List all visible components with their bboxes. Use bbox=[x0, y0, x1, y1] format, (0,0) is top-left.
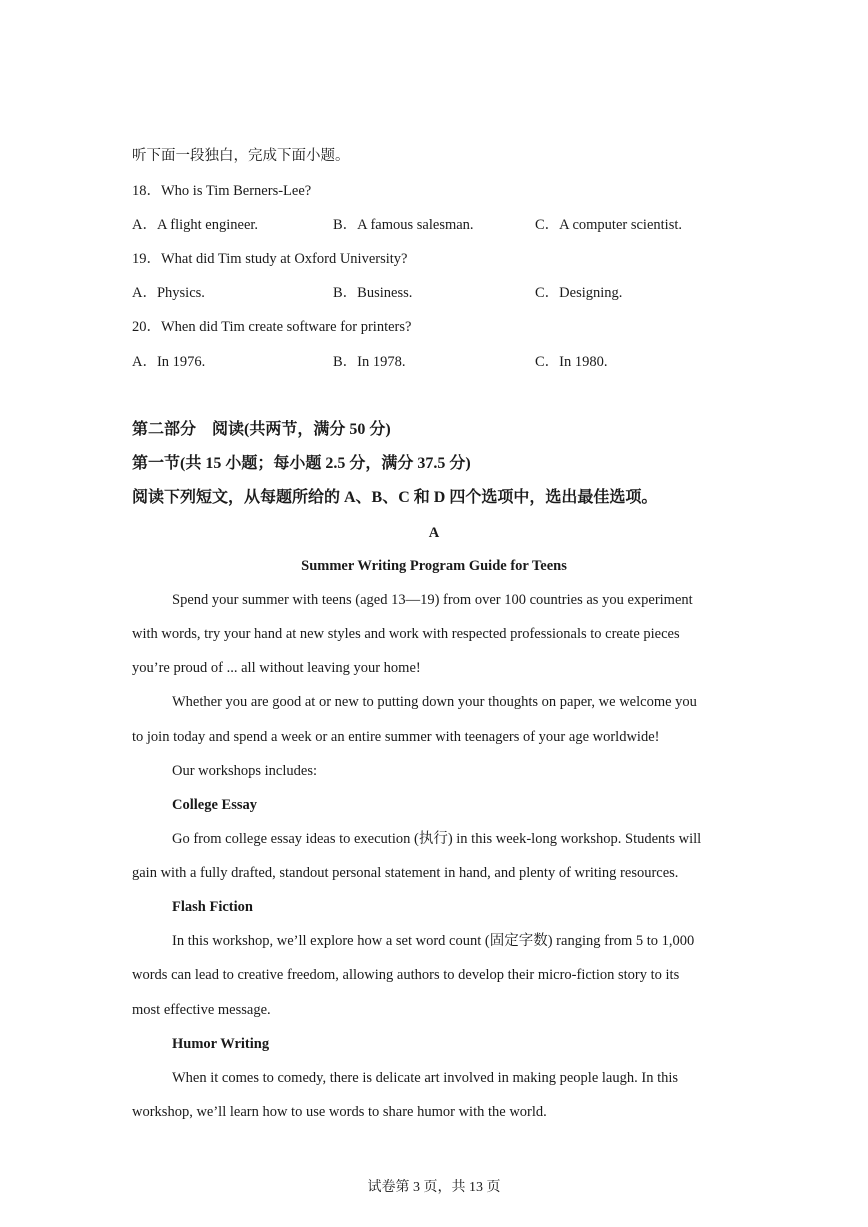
passage-line: Spend your summer with teens (aged 13—19) from over 100 countries as you experiment bbox=[172, 592, 693, 608]
passage-line: you’re proud of ... all without leaving your home! bbox=[132, 660, 421, 676]
passage-line: with words, try your hand at new styles and work with respected professionals to create pieces bbox=[132, 626, 680, 642]
question-18-option-c: C．A computer scientist. bbox=[535, 217, 682, 233]
passage-line: Go from college essay ideas to execution (执行) in this week-long workshop. Students will bbox=[172, 831, 702, 847]
question-20-stem: 20．When did Tim create software for printers? bbox=[132, 319, 412, 335]
question-19-option-a: A．Physics. bbox=[132, 285, 205, 301]
passage-title: Summer Writing Program Guide for Teens bbox=[301, 558, 567, 574]
question-19-option-c: C．Designing. bbox=[535, 285, 623, 301]
passage-line: Whether you are good at or new to putting down your thoughts on paper, we welcome you bbox=[172, 694, 697, 710]
workshop-heading-college-essay: College Essay bbox=[172, 797, 257, 813]
passage-line: workshop, we’ll learn how to use words to share humor with the world. bbox=[132, 1104, 547, 1120]
question-18-option-b: B．A famous salesman. bbox=[333, 217, 474, 233]
question-20-option-c: C．In 1980. bbox=[535, 354, 608, 370]
passage-letter: A bbox=[428, 525, 440, 541]
page-footer: 试卷第 3 页，共 13 页 bbox=[367, 1180, 501, 1195]
reading-section-title: 第一节(共 15 小题；每小题 2.5 分，满分 37.5 分) bbox=[132, 455, 471, 472]
workshop-heading-flash-fiction: Flash Fiction bbox=[172, 899, 253, 915]
question-20-option-a: A．In 1976. bbox=[132, 354, 206, 370]
question-19-stem: 19．What did Tim study at Oxford University? bbox=[132, 251, 408, 267]
reading-instruction: 阅读下列短文，从每题所给的 A、B、C 和 D 四个选项中，选出最佳选项。 bbox=[132, 489, 658, 506]
passage-line: In this workshop, we’ll explore how a set word count (固定字数) ranging from 5 to 1,000 bbox=[172, 933, 695, 949]
passage-line: gain with a fully drafted, standout personal statement in hand, and plenty of writing resources. bbox=[132, 865, 679, 881]
question-18-option-a: A．A flight engineer. bbox=[132, 217, 259, 233]
passage-line: most effective message. bbox=[132, 1002, 271, 1018]
passage-line: words can lead to creative freedom, allowing authors to develop their micro-fiction story to its bbox=[132, 967, 680, 983]
passage-line: When it comes to comedy, there is delicate art involved in making people laugh. In this bbox=[172, 1070, 679, 1086]
question-19-option-b: B．Business. bbox=[333, 285, 413, 301]
reading-part-title: 第二部分 阅读(共两节，满分 50 分) bbox=[132, 421, 391, 438]
passage-line: to join today and spend a week or an entire summer with teenagers of your age worldwide! bbox=[132, 729, 660, 745]
listening-instruction: 听下面一段独白，完成下面小题。 bbox=[132, 148, 350, 164]
question-20-option-b: B．In 1978. bbox=[333, 354, 406, 370]
question-18-stem: 18．Who is Tim Berners-Lee? bbox=[132, 183, 312, 199]
workshop-heading-humor-writing: Humor Writing bbox=[172, 1036, 270, 1052]
passage-line: Our workshops includes: bbox=[172, 763, 317, 779]
